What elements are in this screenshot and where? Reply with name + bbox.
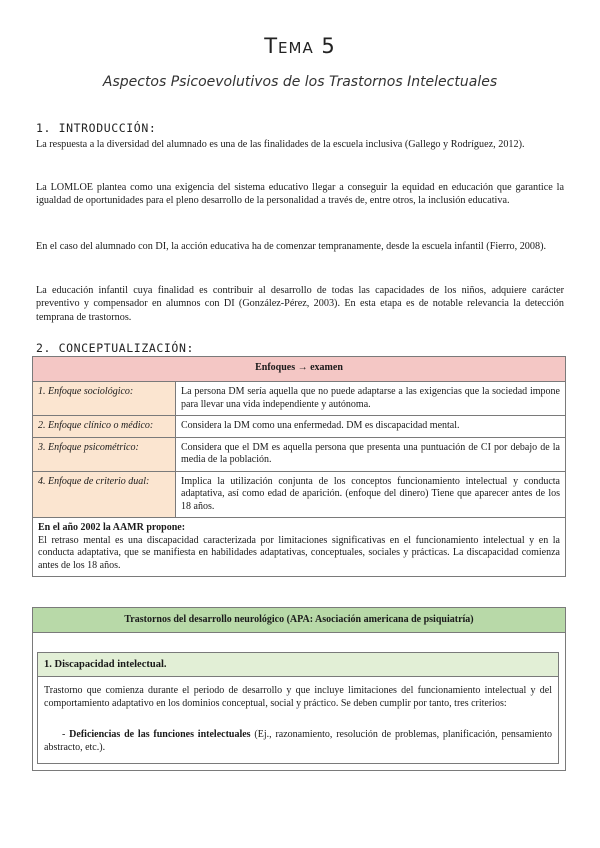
enfoques-table [32,356,566,577]
enfoque-description: Considera la DM como una enfermedad. DM es discapacidad mental. [176,416,566,438]
intro-paragraph-3: En el caso del alumnado con DI, la acción educativa ha de comenzar tempranamente, desde la escuela infantil (Fierro, 2008). [36,241,547,252]
discapacidad-intelectual-box [37,652,559,764]
trastornos-table [32,607,566,771]
enfoque-label: 1. Enfoque sociológico: [33,382,176,416]
intro-paragraph-4: La educación infantil cuya finalidad es contribuir al desarrollo de todas las capacidades de los niños, adquiere carácter preventivo y compensador en alumnos con DI (González-Pérez, 2003). En esta etapa es de notable relevancia la detección temprana de trastornos. [36,285,564,323]
table-row [33,382,566,416]
bullet-bold-text: Deficiencias de las funciones intelectuales [69,729,251,740]
enfoque-label: 4. Enfoque de criterio dual: [33,471,176,518]
document-title: Tema 5 [264,34,336,58]
table-row [33,471,566,518]
discapacidad-intelectual-heading: 1. Discapacidad intelectual. [38,653,558,677]
enfoque-description: Considera que el DM es aquella persona que presenta una puntuación de CI por debajo de la media de la población. [176,437,566,471]
enfoque-label: 2. Enfoque clínico o médico: [33,416,176,438]
bullet-prefix: - [62,729,70,740]
enfoque-label: 3. Enfoque psicométrico: [33,437,176,471]
aamr-note-title: En el año 2002 la AAMR propone: [38,522,186,533]
aamr-note [33,518,566,577]
aamr-note-text: El retraso mental es una discapacidad caracterizada por limitaciones significativas en el funcionamiento intelectual y en la conducta adaptativa, que se manifiesta en habilidades adaptativas, conceptuales, sociales y prácticas. La discapacidad comienza antes de los 18 años. [38,534,560,571]
intro-paragraph-1: La respuesta a la diversidad del alumnado es una de las finalidades de la escuela inclusiva (Gallego y Rodríguez, 2012). [36,139,525,150]
enfoques-table-header: Enfoques → examen [33,357,566,382]
enfoque-description: La persona DM sería aquella que no puede adaptarse a las exigencias que la sociedad impone para llevar una vida independiente y autónoma. [176,382,566,416]
trastornos-table-header: Trastornos del desarrollo neurológico (APA: Asociación americana de psiquiatría) [33,608,565,633]
document-subtitle: Aspectos Psicoevolutivos de los Trastornos Intelectuales [102,74,498,90]
discapacidad-intelectual-text: Trastorno que comienza durante el periodo de desarrollo y que incluye limitaciones del funcionamiento intelectual y del comportamiento adaptativo en los dominios conceptual, social y práctico. Se deben cumplir por tanto, tres criterios: [44,685,552,709]
table-row [33,416,566,438]
enfoque-description: Implica la utilización conjunta de los conceptos funcionamiento intelectual y conducta adaptativa, así como edad de aparición. (enfoque del dinero) Tiene que aparecer antes de los 18 años. [176,471,566,518]
intro-paragraph-2: La LOMLOE plantea como una exigencia del sistema educativo llegar a conseguir la equidad en educación que garantice la igualdad de oportunidades para el pleno desarrollo de la personalidad a través de, entre otros, la inclusión educativa. [36,182,564,207]
bullet-rest-text: (Ej., razonamiento, resolución de problemas, planificación, pensamiento abstracto, etc.). [44,729,552,753]
section-heading-conceptualizacion: 2. CONCEPTUALIZACIÓN: [36,341,194,355]
table-row [33,437,566,471]
criterio-bullet [44,729,552,755]
section-heading-intro: 1. INTRODUCCIÓN: [36,121,157,135]
